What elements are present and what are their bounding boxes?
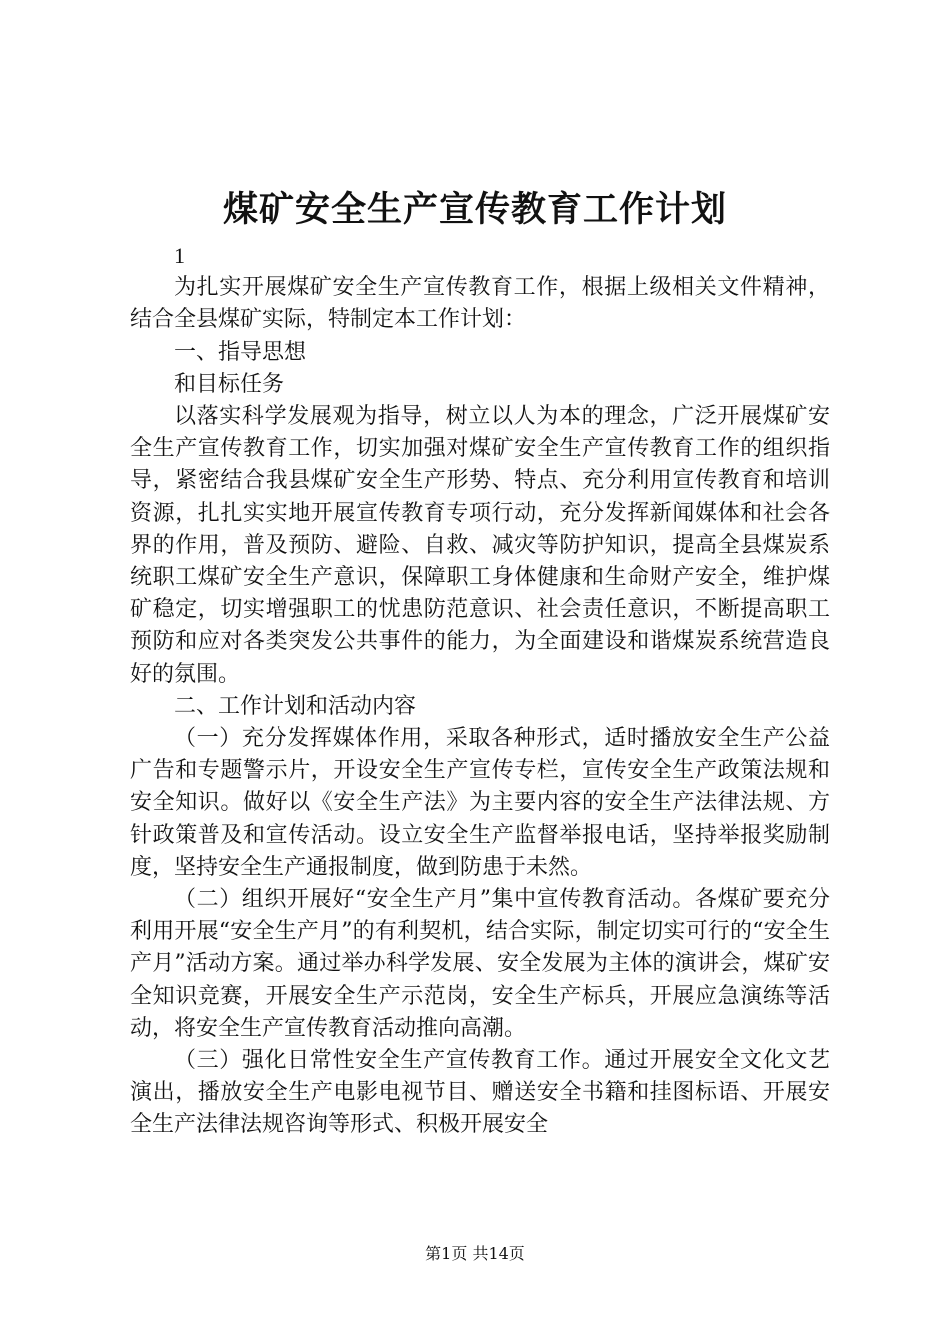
page-footer: 第1页 共14页 [425, 1244, 525, 1263]
work-item-1-paragraph: （一）充分发挥媒体作用，采取各种形式，适时播放安全生产公益广告和专题警示片，开设安全生产宣传专栏，宣传安全生产政策法规和安全知识。做好以《安全生产法》为主要内容的安全生产法律法规、方针政策普及和宣传活动。设立安全生产监督举报电话，坚持举报奖励制度，坚持安全生产通报制度，做到防患于未然。 [130, 726, 830, 880]
intro-paragraph: 为扎实开展煤矿安全生产宣传教育工作，根据上级相关文件精神，结合全县煤矿实际，特制定本工作计划： [130, 275, 830, 333]
document-body [130, 240, 830, 1142]
document-title: 煤矿安全生产宣传教育工作计划 [222, 189, 727, 230]
guiding-ideology-paragraph: 以落实科学发展观为指导，树立以人为本的理念，广泛开展煤矿安全生产宣传教育工作，切实加强对煤矿安全生产宣传教育工作的组织指导，紧密结合我县煤矿安全生产形势、特点、充分利用宣传教育和培训资源，扎扎实实地开展宣传教育专项行动，充分发挥新闻媒体和社会各界的作用，普及预防、避险、自救、减灾等防护知识，提高全县煤炭系统职工煤矿安全生产意识，保障职工身体健康和生命财产安全，维护煤矿稳定，切实增强职工的忧患防范意识、社会责任意识，不断提高职工预防和应对各类突发公共事件的能力，为全面建设和谐煤炭系统营造良好的氛围。 [130, 404, 830, 687]
section-heading-goals: 和目标任务 [174, 371, 285, 397]
work-item-3-paragraph: （三）强化日常性安全生产宣传教育工作。通过开展安全文化文艺演出，播放安全生产电影电视节目、赠送安全书籍和挂图标语、开展安全生产法律法规咨询等形式、积极开展安全 [130, 1048, 830, 1138]
paragraph-number: 1 [174, 243, 185, 268]
section-heading-work-plan: 二、工作计划和活动内容 [174, 693, 417, 719]
section-heading-guiding-ideology: 一、指导思想 [174, 339, 307, 365]
work-item-2-paragraph: （二）组织开展好“安全生产月”集中宣传教育活动。各煤矿要充分利用开展“安全生产月”的有利契机，结合实际，制定切实可行的“安全生产月”活动方案。通过举办科学发展、安全发展为主体的演讲会，煤矿安全知识竞赛，开展安全生产示范岗，安全生产标兵，开展应急演练等活动，将安全生产宣传教育活动推向高潮。 [130, 887, 830, 1041]
